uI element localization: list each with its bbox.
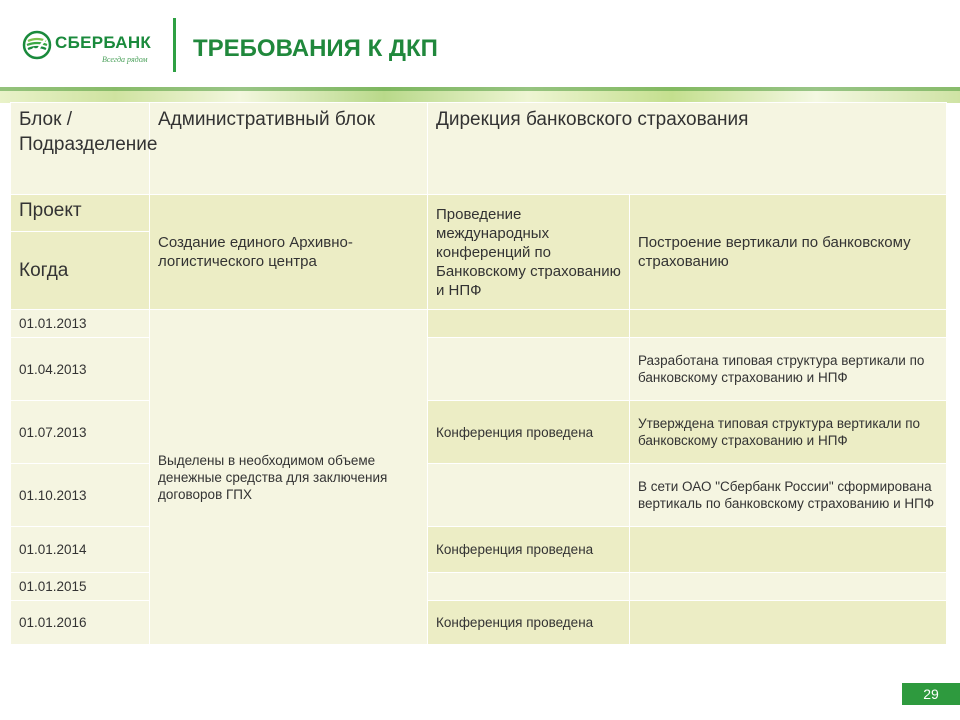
when-label-cell: Когда (11, 232, 150, 310)
sberbank-logo (22, 28, 157, 68)
sberbank-logo-icon (22, 30, 52, 60)
conference-status-cell (428, 573, 630, 601)
table-header-row (11, 103, 947, 195)
conference-status-cell (428, 310, 630, 338)
vertical-status-cell: В сети ОАО "Сбербанк России" сформирована вертикаль по банковскому страхованию и НПФ (630, 464, 947, 527)
logo-slogan: Всегда рядом (102, 55, 148, 64)
date-cell: 01.04.2013 (11, 338, 150, 401)
page-title: ТРЕБОВАНИЯ К ДКП (193, 35, 438, 62)
logo-name: СБЕРБАНК (55, 33, 152, 52)
vertical-status-cell: Утверждена типовая структура вертикали по банковскому страхованию и НПФ (630, 401, 947, 464)
date-cell: 01.01.2016 (11, 601, 150, 645)
header-direction-cell: Дирекция банковского страхования (428, 103, 947, 195)
header-admin-cell: Административный блок (150, 103, 428, 195)
admin-result-cell: Выделены в необходимом объеме денежные средства для заключения договоров ГПХ (150, 310, 428, 645)
vertical-status-cell (630, 527, 947, 573)
table-row (11, 310, 947, 338)
conference-status-cell: Конференция проведена (428, 527, 630, 573)
vertical-status-cell (630, 573, 947, 601)
conference-status-cell (428, 464, 630, 527)
date-cell: 01.01.2013 (11, 310, 150, 338)
requirements-table (10, 102, 947, 645)
date-cell: 01.01.2015 (11, 573, 150, 601)
page-number: 29 (902, 683, 960, 705)
conference-status-cell: Конференция проведена (428, 601, 630, 645)
admin-project-cell: Создание единого Архивно-логистического центра (150, 195, 428, 310)
header-divider (173, 18, 176, 72)
project-label-cell: Проект (11, 195, 150, 232)
project-row (11, 195, 947, 232)
conference-status-cell (428, 338, 630, 401)
header-block-cell: Блок / Подразделение (11, 103, 150, 195)
vertical-status-cell (630, 310, 947, 338)
date-cell: 01.01.2014 (11, 527, 150, 573)
date-cell: 01.07.2013 (11, 401, 150, 464)
conferences-project-cell: Проведение международных конференций по Банковскому страхованию и НПФ (428, 195, 630, 310)
vertical-status-cell (630, 601, 947, 645)
vertical-project-cell: Построение вертикали по банковскому страхованию (630, 195, 947, 310)
date-cell: 01.10.2013 (11, 464, 150, 527)
header-banner (0, 87, 960, 103)
vertical-status-cell: Разработана типовая структура вертикали по банковскому страхованию и НПФ (630, 338, 947, 401)
conference-status-cell: Конференция проведена (428, 401, 630, 464)
